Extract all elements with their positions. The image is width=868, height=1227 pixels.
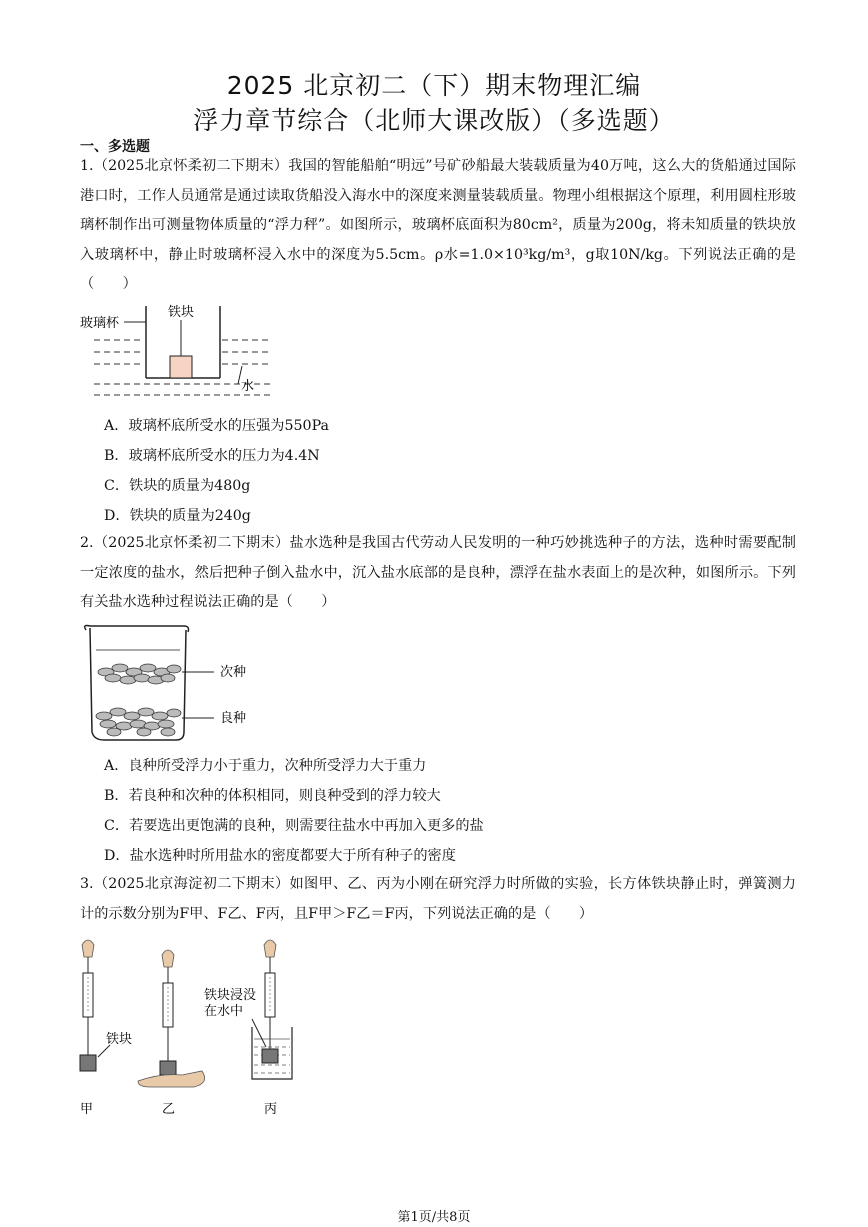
q1-option-c: C．铁块的质量为480g (104, 478, 251, 494)
spring-scale-yi (138, 950, 205, 1117)
q2-option-b: B．若良种和次种的体积相同，则良种受到的浮力较大 (104, 788, 441, 804)
question-3-text: 3.（2025北京海淀初二下期末）如图甲、乙、丙为小刚在研究浮力时所做的实验，长方体铁块静止时，弹簧测力计的示数分别为F甲、F乙、F丙，且F甲＞F乙＝F丙，下列说法正确的是（ ） (80, 876, 796, 922)
label-immersed-line2: 在水中 (204, 1004, 244, 1019)
iron-block-shape (170, 356, 192, 378)
page-footer: 第1页/共8页 (397, 1210, 471, 1225)
q1-option-b: B．玻璃杯底所受水的压力为4.4N (104, 448, 320, 464)
label-immersed-line1: 铁块浸没 (204, 988, 257, 1003)
q2-option-c: C．若要选出更饱满的良种，则需要往盐水中再加入更多的盐 (104, 818, 484, 834)
spring-scale-bing (204, 940, 292, 1117)
q1-option-a: A．玻璃杯底所受水的压强为550Pa (104, 418, 329, 434)
question-2-text: 2.（2025北京怀柔初二下期末）盐水选种是我国古代劳动人民发明的一种巧妙挑选种子的方法，选种时需要配制一定浓度的盐水，然后把种子倒入盐水中，沉入盐水底部的是良种，漂浮在盐水表面上的是次种，如图所示。下列有关盐水选种过程说法正确的是（ ） (80, 535, 796, 610)
label-yi: 乙 (162, 1102, 176, 1117)
page-subtitle: 浮力章节综合（北师大课改版）（多选题） (193, 106, 675, 135)
question-2-figure (78, 620, 278, 745)
label-iron-block: 铁块 (168, 305, 195, 320)
label-inferior-seed: 次种 (220, 665, 247, 680)
question-1-figure (80, 300, 270, 400)
q1-option-d: D．铁块的质量为240g (104, 508, 251, 524)
page-title: 2025 北京初二（下）期末物理汇编 (226, 71, 642, 100)
label-bing: 丙 (264, 1102, 278, 1117)
q2-option-d: D．盐水选种时所用盐水的密度都要大于所有种子的密度 (104, 848, 456, 864)
label-good-seed: 良种 (220, 711, 247, 726)
q2-option-a: A．良种所受浮力小于重力，次种所受浮力大于重力 (104, 758, 427, 774)
question-1-text: 1.（2025北京怀柔初二下期末）我国的智能船舶“明远”号矿砂船最大装载质量为40万吨，这么大的货船通过国际港口时，工作人员通常是通过读取货船没入海水中的深度来测量装载质量。物理小组根据这个原理，利用圆柱形玻璃杯制作出可测量物体质量的“浮力秤”。如图所示，玻璃杯底面积为80cm²，质量为200g，将未知质量的铁块放入玻璃杯中，静止时玻璃杯浸入水中的深度为5.5cm。ρ水=1.0×10³kg/m³，g取10N/kg。下列说法正确的是（ ） (80, 158, 796, 292)
section-heading: 一、多选题 (80, 139, 150, 155)
spring-scale-jia (80, 940, 132, 1117)
label-glass-cup: 玻璃杯 (80, 316, 120, 331)
label-water: 水 (241, 379, 255, 394)
label-iron-block-q3: 铁块 (106, 1032, 133, 1047)
question-3-figure (70, 935, 320, 1120)
label-jia: 甲 (80, 1102, 94, 1117)
